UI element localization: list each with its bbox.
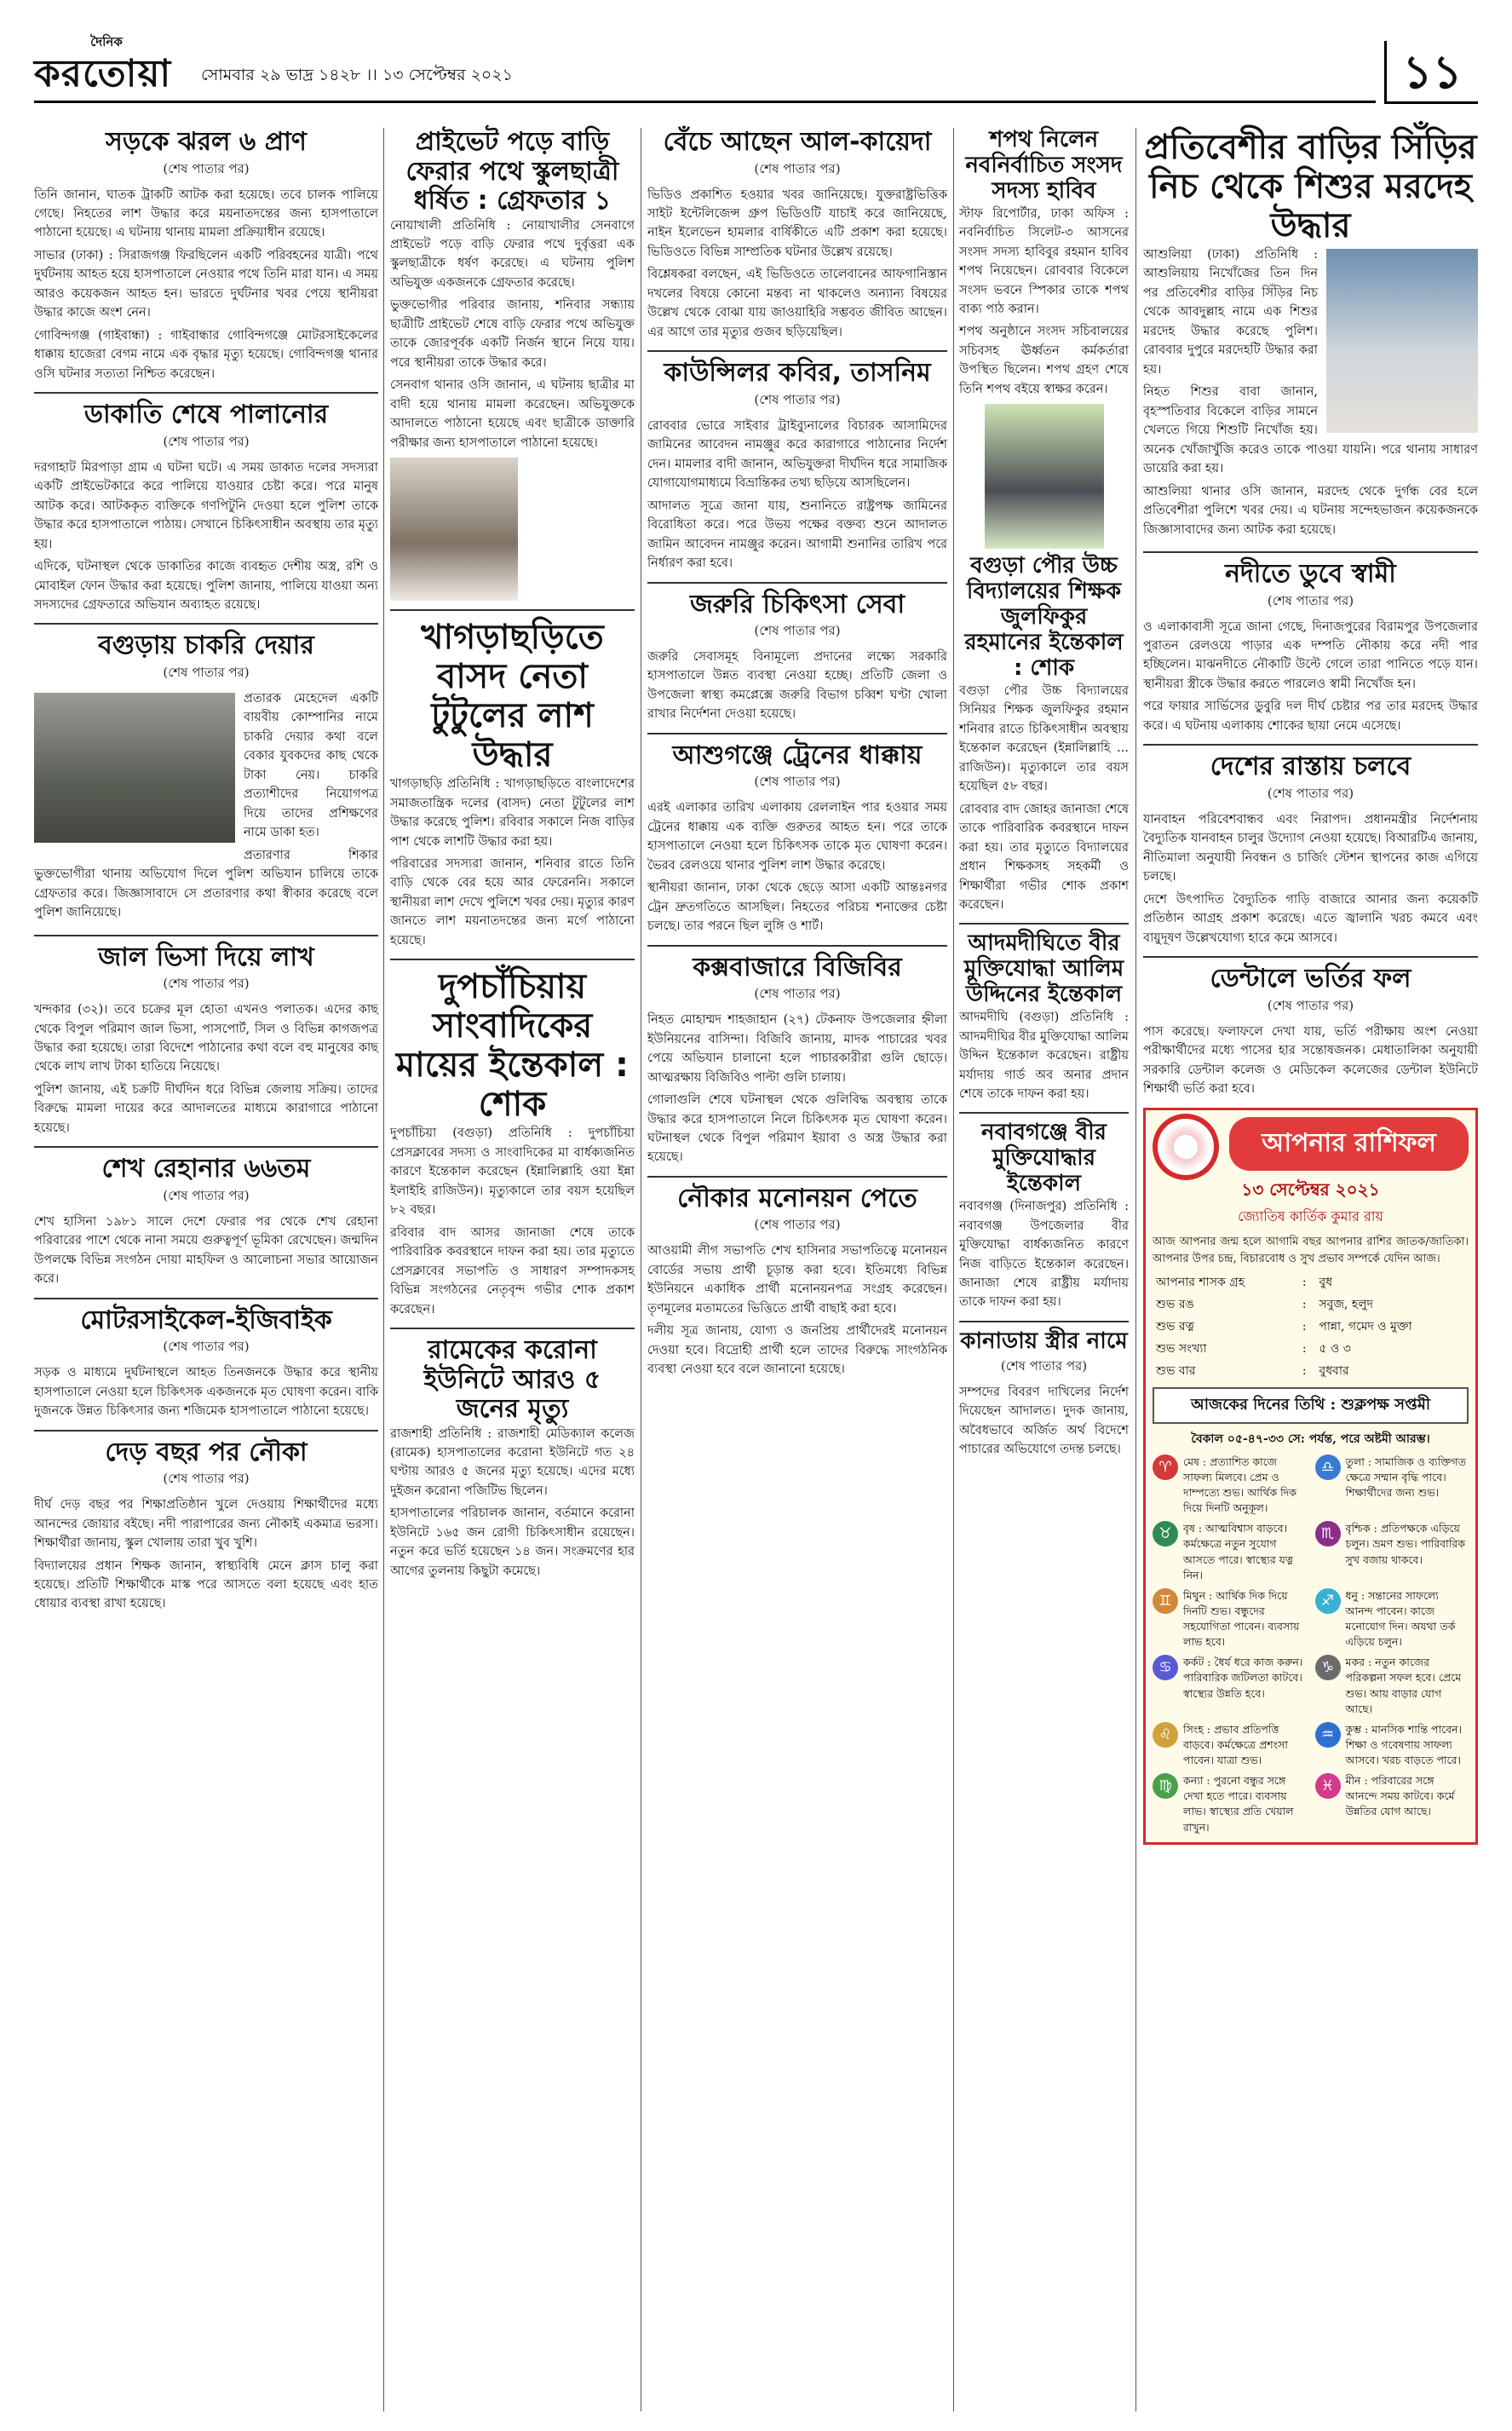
dateline: সোমবার ২৯ ভাদ্র ১৪২৮ ।। ১৩ সেপ্টেম্বর ২০২১ bbox=[201, 66, 513, 84]
headline: নদীতে ডুবে স্বামী bbox=[1225, 559, 1396, 590]
article-paragraph: গোলাগুলি শেষে ঘটনাস্থল থেকে গুলিবিদ্ধ অবস্থায় তাকে উদ্ধার করে হাসপাতালে নিলে চিকিৎসক মৃত ঘোষণা করেন। ঘটনাস্থল থেকে বিপুল পরিমাণ ইয়াবা ও অস্ত্র উদ্ধার করা হয়েছে। bbox=[647, 1093, 947, 1165]
headline: ডেন্টালে ভর্তির ফল bbox=[1210, 964, 1411, 994]
article-paragraph: সাভার (ঢাকা) : সিরাজগঞ্জ ফিরছিলেন একটি পরিবহনের যাত্রী। পথে দুর্ঘটনায় আহত হয়ে হাসপাতালে নেওয়ার পথে তিনি মারা যান। এ সময় আরও কয়েকজন আহত হন। ভারতে দুর্ঘটনার খবর পেয়ে স্থানীয়রা উদ্ধার কাজে অংশ নেন। bbox=[34, 248, 378, 320]
article-paragraph: স্টাফ রিপোর্টার, ঢাকা অফিস : নবনির্বাচিত সিলেট-৩ আসনের সংসদ সদস্য হাবিবুর রহমান হাবিব শপথ নিয়েছেন। রোববার বিকেলে সংসদ ভবনে স্পিকার তাকে শপথ বাক্য পাঠ করান। bbox=[959, 206, 1129, 317]
divider bbox=[647, 1176, 947, 1178]
attribute-value: ৫ ও ৩ bbox=[1319, 1341, 1351, 1356]
zodiac-sign-text: মীন : পরিবারের সঙ্গে আনন্দে সময় কাটবে। কর্মে উন্নতির যোগ আছে। bbox=[1345, 1774, 1455, 1818]
headline: শপথ নিলেন নবনির্বাচিত সংসদ সদস্য হাবিব bbox=[965, 127, 1123, 204]
zodiac-sign-icon: ♉ bbox=[1153, 1521, 1178, 1547]
zodiac-wheel-icon bbox=[1153, 1114, 1219, 1180]
article-paragraph: দুপচাঁচিয়া (বগুড়া) প্রতিনিধি : দুপচাঁচিয়া প্রেসক্লাবের সদস্য ও সাংবাদিকের মা বার্ধক্যজনিত কারণে ইন্তেকাল করেছেন (ইন্নালিল্লাহি ওয়া ইন্না ইলাইহি রাজিউন)। মৃত্যুকালে তার বয়স হয়েছিল ৮২ বছর। bbox=[390, 1126, 635, 1218]
headline: খাগড়াছড়িতে বাসদ নেতা টুটুলের লাশ উদ্ধার bbox=[421, 618, 604, 775]
headline: আদমদীঘিতে বীর মুক্তিযোদ্ধা আলিম উদ্দিনের ইন্তেকাল bbox=[963, 930, 1124, 1008]
teacher-portrait-photo bbox=[985, 404, 1104, 549]
zodiac-sign-icon: ♐ bbox=[1315, 1588, 1341, 1614]
zodiac-sign-item bbox=[1153, 1773, 1307, 1835]
zodiac-sign-item bbox=[1153, 1588, 1307, 1650]
headline: কানাডায় স্ত্রীর নামে bbox=[960, 1328, 1128, 1354]
logo-small-text: দৈনিক bbox=[90, 34, 123, 49]
zodiac-sign-text: কন্যা : পুরনো বন্ধুর সঙ্গে দেখা হতে পারে। ব্যবসায় লাভ। স্বাস্থ্যের প্রতি খেয়াল রাখুন। bbox=[1183, 1774, 1294, 1834]
continuation-note: (শেষ পাতার পর) bbox=[754, 391, 841, 407]
article-paragraph: আদমদীঘি (বগুড়া) প্রতিনিধি : আদমদীঘির বীর মুক্তিযোদ্ধা আলিম উদ্দিন ইন্তেকাল করেছেন। রাষ্ট্রীয় মর্যাদায় গার্ড অব অনার প্রদান শেষে তাকে দাফন করা হয়। bbox=[959, 1011, 1129, 1101]
divider bbox=[390, 609, 635, 611]
article-paragraph: ও এলাকাবাসী সূত্রে জানা গেছে, দিনাজপুরের বিরামপুর উপজেলার পুরাতন রেলওয়ে পাড়ার এক দম্পতি নৌকায় করে নদী পার হচ্ছিলেন। মাঝনদীতে নৌকাটি উল্টে গেলে তারা পানিতে পড়ে যান। স্থানীয়রা স্ত্রীকে উদ্ধার করতে পারলেও স্বামী নিখোঁজ হন। bbox=[1143, 619, 1478, 691]
article-paragraph: পরে ফায়ার সার্ভিসের ডুবুরি দল দীর্ঘ চেষ্টার পর তার মরদেহ উদ্ধার করে। এ ঘটনায় এলাকায় শোকের ছায়া নেমে এসেছে। bbox=[1143, 700, 1478, 733]
article-paragraph: যানবাহন পরিবেশবান্ধব এবং নিরাপদ। প্রধানমন্ত্রীর নির্দেশনায় বৈদ্যুতিক যানবাহন চালুর উদ্যোগ নেওয়া হয়েছে। বিআরটিএ জানায়, নীতিমালা অনুযায়ী নিবন্ধন ও চার্জিং স্টেশন স্থাপনের কাজ এগিয়ে চলছে। bbox=[1143, 812, 1478, 884]
horoscope-author: জ্যোতিষ কার্তিক কুমার রায় bbox=[1238, 1207, 1383, 1224]
continuation-note: (শেষ পাতার পর) bbox=[163, 1339, 250, 1355]
zodiac-sign-icon: ♓ bbox=[1315, 1773, 1341, 1799]
headline: কাউন্সিলর কবির, তাসনিম bbox=[664, 358, 931, 389]
horoscope-attributes bbox=[1153, 1271, 1469, 1382]
continuation-note: (শেষ পাতার পর) bbox=[754, 986, 841, 1002]
attribute-label: শুভ বার bbox=[1156, 1363, 1196, 1378]
article-paragraph: সম্পদের বিবরণ দাখিলের নির্দেশ দিয়েছেন আদালত। দুদক জানায়, অবৈধভাবে অর্জিত অর্থ বিদেশে পাচারের অভিযোগে তদন্ত চলছে। bbox=[959, 1385, 1129, 1457]
zodiac-sign-item bbox=[1315, 1588, 1469, 1650]
article-paragraph: নোয়াখালী প্রতিনিধি : নোয়াখালীর সেনবাগে প্রাইভেট পড়ে বাড়ি ফেরার পথে দুর্বৃত্তরা এক স্কুলছাত্রীকে ধর্ষণ করেছে। এ ঘটনায় পুলিশ অভিযুক্ত একজনকে গ্রেফতার করেছে। bbox=[390, 218, 635, 290]
zodiac-sign-icon: ♋ bbox=[1153, 1655, 1178, 1680]
article-paragraph: খন্দকার (৩২)। তবে চক্রের মূল হোতা এখনও পলাতক। এদের কাছ থেকে বিপুল পরিমাণ জাল ভিসা, পাসপোর্ট, সিল ও বিভিন্ন কাগজপত্র উদ্ধার করা হয়েছে। তারা বিদেশে পাঠানোর কথা বলে বহু মানুষের কাছ থেকে লাখ লাখ টাকা হাতিয়ে নিয়েছে। bbox=[34, 1003, 378, 1074]
horoscope-attribute-row bbox=[1153, 1316, 1469, 1338]
article-paragraph: বিশ্লেষকরা বলছেন, এই ভিডিওতে তালেবানের আফগানিস্তান দখলের বিষয়ে কোনো মন্তব্য না থাকলেও অন্যান্য বিষয়ের উল্লেখ থেকে বোঝা যায় জাওয়াহিরি সম্ভবত জীবিত আছেন। এর আগে তার মৃত্যুর গুজব ছড়িয়েছিল। bbox=[647, 268, 947, 339]
attribute-separator: : bbox=[1302, 1319, 1307, 1334]
continuation-note: (শেষ পাতার পর) bbox=[754, 774, 841, 790]
attribute-label: শুভ সংখ্যা bbox=[1156, 1341, 1207, 1356]
divider bbox=[959, 1112, 1129, 1114]
zodiac-sign-icon: ♍ bbox=[1153, 1773, 1178, 1799]
zodiac-sign-icon: ♒ bbox=[1315, 1722, 1341, 1748]
zodiac-sign-text: সিংহ : প্রভাব প্রতিপত্তি বাড়বে। কর্মক্ষেত্রে প্রশংসা পাবেন। যাত্রা শুভ। bbox=[1183, 1722, 1288, 1767]
divider bbox=[34, 935, 378, 936]
horoscope-date: ১৩ সেপ্টেম্বর ২০২১ bbox=[1241, 1178, 1380, 1200]
divider bbox=[34, 1430, 378, 1432]
headline: নৌকার মনোনয়ন পেতে bbox=[677, 1183, 917, 1213]
child-photo bbox=[1326, 249, 1478, 433]
zodiac-sign-item bbox=[1315, 1521, 1469, 1583]
zodiac-sign-text: কুম্ভ : মানসিক শান্তি পাবেন। শিক্ষা ও গবেষণায় সাফল্য আসবে। খরচ বাড়তে পারে। bbox=[1345, 1722, 1463, 1767]
attribute-separator: : bbox=[1302, 1341, 1307, 1356]
page-number: ১১ bbox=[1384, 41, 1478, 104]
headline: জাল ভিসা দিয়ে লাখ bbox=[98, 942, 314, 972]
masthead bbox=[34, 15, 1478, 116]
zodiac-sign-text: মকর : নতুন কাজের পরিকল্পনা সফল হবে। প্রেমে শুভ। আয় বাড়ার যোগ আছে। bbox=[1345, 1656, 1462, 1715]
zodiac-sign-icon: ♏ bbox=[1315, 1521, 1341, 1547]
article-paragraph: রোববার ভোরে সাইবার ট্রাইব্যুনালের বিচারক আসামিদের জামিনের আবেদন নামঞ্জুর করে কারাগারে পাঠানোর নির্দেশ দেন। মামলার বাদী জানান, অভিযুক্তরা দীর্ঘদিন ধরে সামাজিক যোগাযোগমাধ্যমে বিভ্রান্তিকর তথ্য ছড়িয়ে আসছিলেন। bbox=[647, 418, 947, 491]
zodiac-sign-text: ধনু : সন্তানের সাফল্যে আনন্দ পাবেন। কাজে মনোযোগ দিন। অযথা তর্ক এড়িয়ে চলুন। bbox=[1345, 1588, 1456, 1649]
headline: আশুগঞ্জে ট্রেনের ধাক্কায় bbox=[672, 740, 923, 770]
zodiac-sign-text: বৃশ্চিক : প্রতিপক্ষকে এড়িয়ে চলুন। ভ্রমণ শুভ। পারিবারিক সুখ বজায় থাকবে। bbox=[1345, 1522, 1465, 1566]
horoscope-attribute-row bbox=[1153, 1293, 1469, 1316]
divider bbox=[34, 392, 378, 394]
continuation-note: (শেষ পাতার পর) bbox=[163, 1187, 250, 1203]
article-paragraph: রোববার বাদ জোহর জানাজা শেষে তাকে পারিবারিক কবরস্থানে দাফন করা হয়। তার মৃত্যুতে বিদ্যালয়ের প্রধান শিক্ষকসহ সহকর্মী ও শিক্ষার্থীরা গভীর শোক প্রকাশ করেছেন। bbox=[959, 802, 1129, 912]
continuation-note: (শেষ পাতার পর) bbox=[1267, 997, 1354, 1013]
divider bbox=[390, 959, 635, 960]
attribute-label: আপনার শাসক গ্রহ bbox=[1156, 1275, 1245, 1289]
attribute-separator: : bbox=[1302, 1297, 1307, 1311]
continuation-note: (শেষ পাতার পর) bbox=[754, 623, 841, 638]
tithi-title: আজকের দিনের তিথি : শুক্লপক্ষ সপ্তমী bbox=[1153, 1387, 1469, 1424]
headline: বেঁচে আছেন আল-কায়েদা bbox=[663, 127, 932, 157]
headline: বগুড়া পৌর উচ্চ বিদ্যালয়ের শিক্ষক জুলফিকুর রহমানের ইন্তেকাল : শোক bbox=[964, 553, 1124, 681]
headline: দেশের রাস্তায় চলবে bbox=[1210, 752, 1411, 782]
zodiac-sign-text: মিথুন : আর্থিক দিক দিয়ে দিনটি শুভ। বন্ধুদের সহযোগিতা পাবেন। ব্যবসায় লাভ হবে। bbox=[1183, 1588, 1300, 1649]
article-paragraph: আদালত সূত্রে জানা যায়, শুনানিতে রাষ্ট্রপক্ষ জামিনের বিরোধিতা করে। পরে উভয় পক্ষের বক্তব্য শুনে আদালত জামিন আবেদন নামঞ্জুর করেন। আগামী শুনানির তারিখ পরে নির্ধারণ করা হবে। bbox=[647, 498, 947, 571]
headline: জরুরি চিকিৎসা সেবা bbox=[689, 589, 905, 619]
horoscope-box bbox=[1143, 1108, 1478, 1845]
attribute-label: শুভ রত্ন bbox=[1156, 1319, 1194, 1334]
zodiac-sign-text: বৃষ : আত্মবিশ্বাস বাড়বে। কর্মক্ষেত্রে নতুন সুযোগ আসতে পারে। স্বাস্থ্যের যত্ন নিন। bbox=[1183, 1522, 1294, 1581]
article-paragraph: শেখ হাসিনা ১৯৮১ সালে দেশে ফেরার পর থেকে শেখ রেহানা পরিবারের পাশে থেকে নানা সময়ে গুরুত্বপূর্ণ ভূমিকা রেখেছেন। জন্মদিন উপলক্ষে বিভিন্ন সংগঠন দোয়া মাহফিল ও আলোচনা সভার আয়োজন করে। bbox=[34, 1214, 378, 1287]
column-1 bbox=[34, 128, 378, 1617]
attribute-value: বুধবার bbox=[1319, 1363, 1349, 1378]
zodiac-sign-icon: ♊ bbox=[1153, 1588, 1178, 1614]
attribute-value: বুধ bbox=[1319, 1275, 1333, 1289]
headline: ডাকাতি শেষে পালানোর bbox=[83, 400, 329, 430]
headline: বগুড়ায় চাকরি দেয়ার bbox=[98, 631, 314, 661]
article-paragraph: স্থানীয়রা জানান, ঢাকা থেকে ছেড়ে আসা একটি আন্তঃনগর ট্রেন দ্রুতগতিতে আসছিল। নিহতের পরিচয় শনাক্তের চেষ্টা চলছে। তার পরনে ছিল লুঙ্গি ও শার্ট। bbox=[647, 881, 947, 934]
article-paragraph: আশুলিয়া (ঢাকা) প্রতিনিধি : আশুলিয়ায় নিখোঁজের তিন দিন পর প্রতিবেশীর বাড়ির সিঁড়ির নিচ থেকে আবদুল্লাহ নামে এক শিশুর মরদেহ উদ্ধার করেছে পুলিশ। রোববার দুপুরে মরদেহটি উদ্ধার করা হয়। bbox=[1143, 248, 1318, 377]
tithi-time: বৈকাল ০৫-৪৭-৩৩ সে: পর্যন্ত, পরে অষ্টমী আরম্ভ। bbox=[1191, 1432, 1430, 1446]
zodiac-sign-item bbox=[1315, 1773, 1469, 1835]
column-divider bbox=[383, 128, 384, 2411]
zodiac-sign-item bbox=[1153, 1722, 1307, 1768]
column-4 bbox=[959, 128, 1129, 1463]
attribute-separator: : bbox=[1302, 1275, 1307, 1289]
headline: কক্সবাজারে বিজিবির bbox=[693, 952, 902, 982]
horoscope-attribute-row bbox=[1153, 1271, 1469, 1293]
headline: শেখ রেহানার ৬৬তম bbox=[101, 1154, 311, 1184]
attribute-value: পান্না, গমেদ ও মুক্তা bbox=[1319, 1319, 1412, 1334]
continuation-note: (শেষ পাতার পর) bbox=[754, 1217, 841, 1233]
attribute-label: শুভ রঙ bbox=[1156, 1297, 1194, 1311]
horoscope-attribute-row bbox=[1153, 1338, 1469, 1360]
zodiac-sign-icon: ♎ bbox=[1315, 1455, 1341, 1480]
divider bbox=[647, 945, 947, 947]
zodiac-sign-text: তুলা : সামাজিক ও ব্যক্তিগত ক্ষেত্রে সম্মান বৃদ্ধি পাবে। শিক্ষার্থীদের জন্য শুভ। bbox=[1345, 1455, 1466, 1500]
article-paragraph: আশুলিয়া থানার ওসি জানান, মরদেহ থেকে দুর্গন্ধ বের হলে প্রতিবেশীরা পুলিশে খবর দেয়। এ ঘটনায় সন্দেহভাজন কয়েকজনকে জিজ্ঞাসাবাদের জন্য আটক করা হয়েছে। bbox=[1143, 484, 1478, 537]
column-5 bbox=[1143, 128, 1478, 1845]
continuation-note: (শেষ পাতার পর) bbox=[163, 1471, 250, 1487]
zodiac-sign-text: কর্কট : ধৈর্য ধরে কাজ করুন। পারিবারিক জটিলতা কাটবে। স্বাস্থ্যের উন্নতি হবে। bbox=[1183, 1656, 1303, 1700]
article-paragraph: প্রতারণার শিকার ভুক্তভোগীরা থানায় অভিযোগ দিলে পুলিশ অভিযান চালিয়ে তাকে গ্রেফতার করে। জিজ্ঞাসাবাদে সে প্রতারণার কথা স্বীকার করেছে বলে পুলিশ জানিয়েছে। bbox=[34, 848, 378, 920]
continuation-note: (শেষ পাতার পর) bbox=[754, 160, 841, 176]
divider bbox=[34, 623, 378, 625]
article-paragraph: বিদ্যালয়ের প্রধান শিক্ষক জানান, স্বাস্থ্যবিধি মেনে ক্লাস চালু করা হয়েছে। প্রতিটি শিক্ষার্থীকে মাস্ক পরে আসতে বলা হয়েছে এবং হাত ধোয়ার ব্যবস্থা রাখা হয়েছে। bbox=[34, 1558, 378, 1611]
continuation-note: (শেষ পাতার পর) bbox=[163, 160, 250, 176]
article-paragraph: শপথ অনুষ্ঠানে সংসদ সচিবালয়ের সচিবসহ ঊর্ধ্বতন কর্মকর্তারা উপস্থিত ছিলেন। শপথ গ্রহণ শেষে তিনি শপথ বইয়ে স্বাক্ষর করেন। bbox=[959, 325, 1129, 396]
horoscope-title: আপনার রাশিফল bbox=[1229, 1117, 1469, 1171]
article-paragraph: নবাবগঞ্জ (দিনাজপুর) প্রতিনিধি : নবাবগঞ্জ উপজেলার বীর মুক্তিযোদ্ধা বার্ধক্যজনিত কারণে নিজ বাড়িতে ইন্তেকাল করেছেন। জানাজা শেষে রাষ্ট্রীয় মর্যাদায় তাকে দাফন করা হয়। bbox=[959, 1200, 1129, 1310]
lead-headline: প্রতিবেশীর বাড়ির সিঁড়ির নিচ থেকে শিশুর মরদেহ উদ্ধার bbox=[1144, 128, 1477, 245]
column-divider bbox=[953, 128, 954, 2411]
article-paragraph: দেশে উৎপাদিত বৈদ্যুতিক গাড়ি বাজারে আনার জন্য কয়েকটি প্রতিষ্ঠান আগ্রহ প্রকাশ করেছে। এতে জ্বালানি খরচ কমবে এবং বায়ুদূষণ উল্লেখযোগ্য হারে কমে আসবে। bbox=[1143, 892, 1478, 945]
divider bbox=[390, 1328, 635, 1329]
article-paragraph: রাজশাহী প্রতিনিধি : রাজশাহী মেডিক্যাল কলেজ (রামেক) হাসপাতালের করোনা ইউনিটে গত ২৪ ঘণ্টায় আরও ৫ জনের মৃত্যু হয়েছে। এদের মধ্যে দুইজন করোনা পজিটিভ ছিলেন। bbox=[390, 1426, 635, 1498]
zodiac-sign-icon: ♈ bbox=[1153, 1455, 1178, 1480]
zodiac-sign-list bbox=[1153, 1455, 1469, 1835]
article-paragraph: পরিবারের সদস্যরা জানান, শনিবার রাতে তিনি বাড়ি থেকে বের হয়ে আর ফেরেননি। সকালে স্থানীয়রা লাশ দেখে পুলিশে খবর দেয়। মৃত্যুর কারণ জানতে লাশ ময়নাতদন্তের জন্য মর্গে পাঠানো হয়েছে। bbox=[390, 857, 635, 948]
divider bbox=[1143, 744, 1478, 746]
headline: নবাবগঞ্জে বীর মুক্তিযোদ্ধার ইন্তেকাল bbox=[981, 1120, 1107, 1197]
divider bbox=[647, 350, 947, 352]
article-paragraph: পাস করেছে। ফলাফলে দেখা যায়, ভর্তি পরীক্ষায় অংশ নেওয়া পরীক্ষার্থীদের মধ্যে পাসের হার সন্তোষজনক। মেধাতালিকা অনুযায়ী সরকারি ডেন্টাল কলেজ ও মেডিকেল কলেজের ডেন্টাল ইউনিটে শিক্ষার্থী ভর্তি করা হবে। bbox=[1143, 1024, 1478, 1097]
article-paragraph: পুলিশ জানায়, এই চক্রটি দীর্ঘদিন ধরে বিভিন্ন জেলায় সক্রিয়। তাদের বিরুদ্ধে মামলা দায়ের করে আদালতের মাধ্যমে কারাগারে পাঠানো হয়েছে। bbox=[34, 1082, 378, 1135]
divider bbox=[34, 1298, 378, 1299]
horoscope-attribute-row bbox=[1153, 1360, 1469, 1382]
zodiac-sign-item bbox=[1315, 1722, 1469, 1768]
article-paragraph: সড়ক ও মাধ্যমে দুর্ঘটনাস্থলে আহত তিনজনকে উদ্ধার করে স্থানীয় হাসপাতালে নেওয়া হলে চিকিৎসক একজনকে মৃত ঘোষণা করেন। বাকি দুজনকে উন্নত চিকিৎসার জন্য শজিমেক হাসপাতালে পাঠানো হয়েছে। bbox=[34, 1366, 378, 1419]
divider bbox=[959, 923, 1129, 925]
headline: সড়কে ঝরল ৬ প্রাণ bbox=[106, 127, 307, 157]
article-paragraph: খাগড়াছড়ি প্রতিনিধি : খাগড়াছড়িতে বাংলাদেশের সমাজতান্ত্রিক দলের (বাসদ) নেতা টুটুলের লাশ উদ্ধার করেছে পুলিশ। রবিবার সকালে নিজ বাড়ির পাশ থেকে লাশটি উদ্ধার করা হয়। bbox=[390, 777, 635, 849]
arrested-men-photo bbox=[34, 693, 235, 843]
article-paragraph: দীর্ঘ দেড় বছর পর শিক্ষাপ্রতিষ্ঠান খুলে দেওয়ায় শিক্ষার্থীদের মধ্যে আনন্দের জোয়ার বইছে। নদী পারাপারের জন্য নৌকাই একমাত্র ভরসা। শিক্ষার্থীরা জানায়, স্কুল খোলায় তারা খুব খুশি। bbox=[34, 1498, 378, 1551]
attribute-value: সবুজ, হলুদ bbox=[1319, 1297, 1374, 1311]
continuation-note: (শেষ পাতার পর) bbox=[163, 433, 250, 449]
article-paragraph: বগুড়া পৌর উচ্চ বিদ্যালয়ের সিনিয়র শিক্ষক জুলফিকুর রহমান শনিবার রাতে চিকিৎসাধীন অবস্থায় ইন্তেকাল করেছেন (ইন্নালিল্লাহি ... রাজিউন)। মৃত্যুকালে তার বয়স হয়েছিল ৫৮ বছর। bbox=[959, 683, 1129, 794]
zodiac-sign-item bbox=[1315, 1655, 1469, 1717]
article-paragraph: সেনবাগ থানার ওসি জানান, এ ঘটনায় ছাত্রীর মা বাদী হয়ে থানায় মামলা করেছেন। অভিযুক্তকে আদালতে পাঠানো হয়েছে এবং ছাত্রীকে ডাক্তারি পরীক্ষার জন্য হাসপাতালে পাঠানো হয়েছে। bbox=[390, 378, 635, 450]
continuation-note: (শেষ পাতার পর) bbox=[1267, 785, 1354, 801]
article-paragraph: রবিবার বাদ আসর জানাজা শেষে তাকে পারিবারিক কবরস্থানে দাফন করা হয়। তার মৃত্যুতে প্রেসক্লাবের সভাপতি ও সাধারণ সম্পাদকসহ বিভিন্ন সংগঠনের নেতৃবৃন্দ গভীর শোক প্রকাশ করেছেন। bbox=[390, 1225, 635, 1316]
divider bbox=[1143, 551, 1478, 553]
column-2 bbox=[390, 128, 635, 1584]
article-paragraph: জরুরি সেবাসমূহ বিনামূল্যে প্রদানের লক্ষ্যে সরকারি হাসপাতালে উন্নত ব্যবস্থা নেওয়া হচ্ছে। প্রতিটি জেলা ও উপজেলা স্বাস্থ্য কমপ্লেক্সে জরুরি বিভাগ চব্বিশ ঘণ্টা খোলা রাখার নির্দেশনা দেওয়া হয়েছে। bbox=[647, 650, 947, 722]
zodiac-sign-item bbox=[1153, 1655, 1307, 1717]
continuation-note: (শেষ পাতার পর) bbox=[163, 976, 250, 992]
article-paragraph: ভিডিও প্রকাশিত হওয়ার খবর জানিয়েছে। যুক্তরাষ্ট্রভিত্তিক সাইট ইন্টেলিজেন্স গ্রুপ ভিডিওটি যাচাই করে জানিয়েছে, নাইন ইলেভেন হামলার বার্ষিকীতে এটি প্রকাশ করা হয়েছে। ভিডিওতে বিভিন্ন সাম্প্রতিক ঘটনার উল্লেখ রয়েছে। bbox=[647, 187, 947, 259]
article-paragraph: হাসপাতালের পরিচালক জানান, বর্তমানে করোনা ইউনিটে ১৬৫ জন রোগী চিকিৎসাধীন রয়েছেন। নতুন করে ভর্তি হয়েছেন ১৪ জন। সংক্রমণের হার আগের তুলনায় কিছুটা কমেছে। bbox=[390, 1506, 635, 1578]
article-paragraph: গোবিন্দগঞ্জ (গাইবান্ধা) : গাইবান্ধার গোবিন্দগঞ্জে মোটরসাইকেলের ধাক্কায় হাজেরা বেগম নামে এক বৃদ্ধার মৃত্যু হয়েছে। গোবিন্দগঞ্জ থানার ওসি ঘটনার সত্যতা নিশ্চিত করেছেন। bbox=[34, 328, 378, 381]
article-paragraph: এদিকে, ঘটনাস্থল থেকে ডাকাতির কাজে ব্যবহৃত দেশীয় অস্ত্র, রশি ও মোবাইল ফোন উদ্ধার করা হয়েছে। পুলিশ জানায়, পালিয়ে যাওয়া অন্য সদস্যদের গ্রেফতারে অভিযান অব্যাহত রয়েছে। bbox=[34, 560, 378, 612]
article-paragraph: প্রতারক মেহেদেল একটি বায়বীয় কোম্পানির নামে চাকরি দেয়ার কথা বলে বেকার যুবকদের কাছ থেকে টাকা নেয়। চাকরি প্রত্যাশীদের নিয়োগপত্র দিয়ে তাদের প্রশিক্ষণের নামে ডাকা হত। bbox=[244, 691, 378, 840]
headline: প্রাইভেট পড়ে বাড়ি ফেরার পথে স্কুলছাত্রী ধর্ষিত : গ্রেফতার ১ bbox=[405, 127, 619, 216]
continuation-note: (শেষ পাতার পর) bbox=[1267, 592, 1354, 608]
divider bbox=[647, 733, 947, 734]
column-divider bbox=[1135, 128, 1136, 2411]
zodiac-sign-icon: ♌ bbox=[1153, 1722, 1178, 1748]
portrait-photo bbox=[390, 458, 518, 601]
article-paragraph: দরগাহাট মিরপাড়া গ্রাম এ ঘটনা ঘটে। এ সময় ডাকাত দলের সদস্যরা একটি প্রাইভেটকারে করে পালিয়ে যাওয়ার চেষ্টা করে। পরে মানুষ আটক করে। আটককৃত ব্যক্তিকে গণপিটুনি দেওয়া হলে পুলিশ তাকে উদ্ধার করে হাসপাতালে পাঠায়। সেখানে চিকিৎসাধীন অবস্থায় তার মৃত্যু হয়। bbox=[34, 460, 378, 551]
article-paragraph: ভুক্তভোগীর পরিবার জানায়, শনিবার সন্ধ্যায় ছাত্রীটি প্রাইভেট শেষে বাড়ি ফেরার পথে অভিযুক্ত তাকে জোরপূর্বক একটি নির্জন স্থানে নিয়ে যায়। পরে স্থানীয়রা তাকে উদ্ধার করে। bbox=[390, 298, 635, 370]
article-paragraph: তিনি জানান, ঘাতক ট্রাকটি আটক করা হয়েছে। তবে চালক পালিয়ে গেছে। নিহতের লাশ উদ্ধার করে ময়নাতদন্তের জন্য হাসপাতালে পাঠানো হয়েছে। এ ঘটনায় থানায় মামলা প্রক্রিয়াধীন রয়েছে। bbox=[34, 187, 378, 240]
divider bbox=[647, 582, 947, 584]
article-paragraph: এরই এলাকার তারিখ এলাকায় রেললাইন পার হওয়ার সময় ট্রেনের ধাক্কায় এক ব্যক্তি গুরুতর আহত হন। পরে তাকে হাসপাতালে নেওয়া হলে চিকিৎসক তাকে মৃত ঘোষণা করেন। ভৈরব রেলওয়ে থানার পুলিশ লাশ উদ্ধার করেছে। bbox=[647, 801, 947, 873]
continuation-note: (শেষ পাতার পর) bbox=[163, 664, 250, 680]
headline: রামেকের করোনা ইউনিটে আরও ৫ জনের মৃত্যু bbox=[423, 1335, 601, 1425]
article-paragraph: দলীয় সূত্র জানায়, যোগ্য ও জনপ্রিয় প্রার্থীদেরই মনোনয়ন দেওয়া হবে। বিদ্রোহী প্রার্থী হলে তাদের বিরুদ্ধে সাংগঠনিক ব্যবস্থা নেওয়া হবে বলে জানানো হয়েছে। bbox=[647, 1324, 947, 1377]
newspaper-logo bbox=[34, 32, 179, 102]
headline: দেড় বছর পর নৌকা bbox=[105, 1437, 308, 1467]
zodiac-sign-item bbox=[1153, 1521, 1307, 1583]
divider bbox=[959, 1321, 1129, 1322]
logo-main-text: করতোয়া bbox=[34, 52, 172, 95]
column-3 bbox=[647, 128, 947, 1383]
continuation-note: (শেষ পাতার পর) bbox=[1000, 1357, 1088, 1374]
article-paragraph: আওয়ামী লীগ সভাপতি শেখ হাসিনার সভাপতিত্বে মনোনয়ন বোর্ডের সভায় প্রার্থী চূড়ান্ত করা হবে। ইতিমধ্যে বিভিন্ন ইউনিয়নে একাধিক প্রার্থী মনোনয়নপত্র সংগ্রহ করেছেন। তৃণমূলের মতামতের ভিত্তিতে প্রার্থী বাছাই করা হবে। bbox=[647, 1244, 947, 1316]
article-paragraph: নিহত শিশুর বাবা জানান, বৃহস্পতিবার বিকেলে বাড়ির সামনে খেলতে গিয়ে শিশুটি নিখোঁজ হয়। অনেক খোঁজাখুঁজি করেও তাকে পাওয়া যায়নি। পরে থানায় সাধারণ ডায়েরি করা হয়। bbox=[1143, 385, 1478, 476]
zodiac-sign-icon: ♑ bbox=[1315, 1655, 1341, 1680]
zodiac-sign-item bbox=[1315, 1455, 1469, 1517]
article-paragraph: নিহত মোহাম্মদ শাহজাহান (২৭) টেকনাফ উপজেলার হ্নীলা ইউনিয়নের বাসিন্দা। বিজিবি জানায়, মাদক পাচারের খবর পেয়ে অভিযান চালানো হলে পাচারকারীরা গুলি ছোড়ে। আত্মরক্ষায় বিজিবিও পাল্টা গুলি চালায়। bbox=[647, 1013, 947, 1085]
headline: দুপচাঁচিয়ায় সাংবাদিকের মায়ের ইন্তেকাল : শোক bbox=[395, 967, 630, 1125]
divider bbox=[1143, 956, 1478, 958]
headline: মোটরসাইকেল-ইজিবাইক bbox=[80, 1305, 332, 1335]
zodiac-sign-text: মেষ : প্রত্যাশিত কাজে সাফল্য মিলবে। প্রেম ও দাম্পত্যে শুভ। আর্থিক দিক দিয়ে দিনটি অনুকূল। bbox=[1183, 1455, 1297, 1515]
attribute-separator: : bbox=[1302, 1363, 1307, 1378]
masthead-rule bbox=[34, 101, 1376, 103]
zodiac-sign-item bbox=[1153, 1455, 1307, 1517]
divider bbox=[34, 1146, 378, 1148]
horoscope-intro: আজ আপনার জন্ম হলে আগামি বছর আপনার রাশির জাতক/জাতিকা। আপনার উপর চন্দ্র, বিচারবোধ ও সুখ প্রভাব সম্পর্কে যেদিন আজ। bbox=[1153, 1235, 1469, 1265]
